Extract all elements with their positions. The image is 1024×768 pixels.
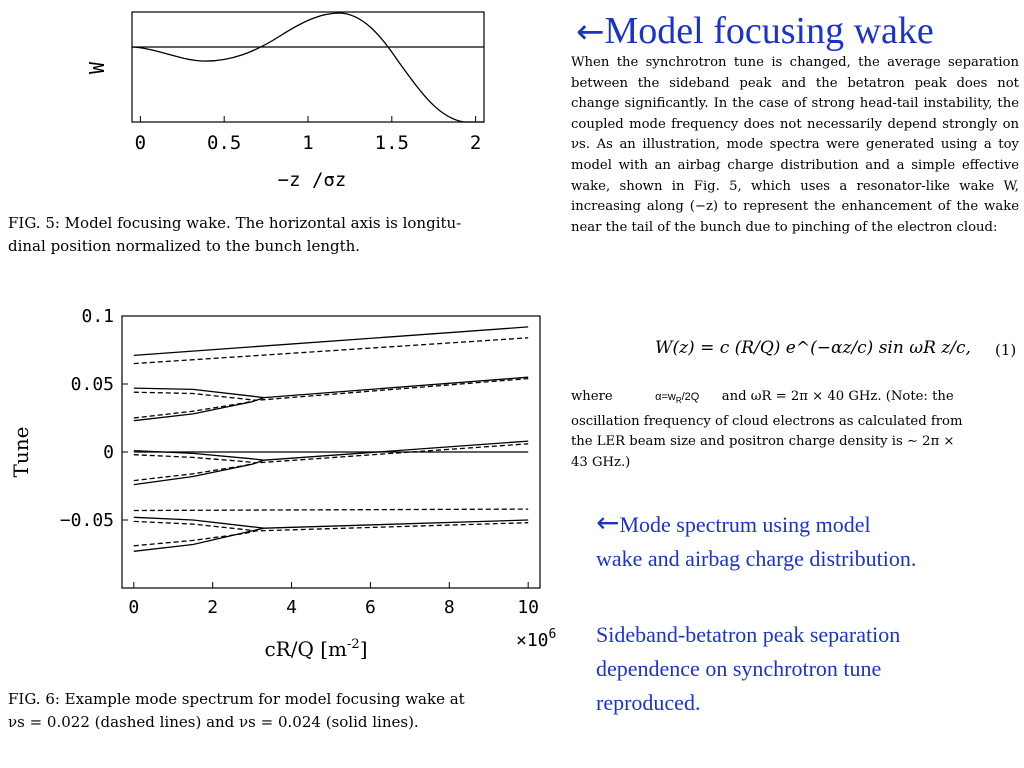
figure-6-x-multiplier: $\times 10^6$ [516,627,557,651]
figure-5 [80,6,500,196]
figure-6-x-tick-label: 2 [207,597,219,618]
figure-6-series-line-5 [134,392,256,400]
where-line-3: the LER beam size and positron charge density is ∼ 2π × [571,434,955,450]
body-paragraph: When the synchrotron tune is changed, the average separation between the sideband peak and the betatron peak does not change significantly. In the case of strong head-tail instability, the coupled mode frequency does not necessarily depend strongly on νs. As an illustration, mode spectra were generated using a toy model with an airbag charge distribution and a simple effective wake, shown in Fig. 5, which uses a resonator-like wake W, increasing along (−z) to represent the enhancement of the wake near the tail of the bunch due to pinching of the electron cloud: [571,55,1019,235]
figure-6-x-label: cR/Q $[m^{-2}]$ [264,637,368,661]
figure-6-y-ticks [60,306,128,531]
where-block [571,387,1019,474]
where-line-1 [571,387,1019,412]
figure-5-x-tick-label: 1.5 [374,132,409,154]
figure-6-caption-line-2: νs = 0.022 (dashed lines) and νs = 0.024 (solid lines). [8,713,419,731]
figure-6-series-line-12 [134,509,528,510]
title-text: Model focusing wake [604,10,934,52]
figure-6-series-line-10 [134,455,256,463]
note-1-line-2: wake and airbag charge distribution. [596,546,917,571]
figure-5-x-tick-label: 0.5 [207,132,242,154]
figure-6-y-tick-label: 0.05 [70,374,114,395]
where-word: where [571,389,613,404]
alpha-definition: $\alpha=w_R/2Q$ [655,391,700,406]
figure-5-x-tick-label: 1 [302,132,314,154]
left-arrow-icon: ← [576,12,605,52]
left-arrow-icon: ← [596,506,620,539]
note-mode-spectrum [596,506,916,576]
figure-6-y-tick-label: 0 [103,442,114,463]
figure-6-caption [8,688,583,734]
equation: W(z) = c (R/Q) e^(−αz/c) sin ωR z/c, [655,338,971,358]
figure-6-x-tick-label: 4 [286,597,297,618]
figure-6-series [134,327,528,551]
figure-5-wake-curve [132,13,484,122]
note-2-line-1: Sideband-betatron peak separation [596,622,901,647]
note-2-line-3: reproduced. [596,690,701,715]
figure-5-frame [132,12,484,122]
note-sideband-separation [596,618,900,720]
note-1-line-1: ←Mode spectrum using model [596,506,871,539]
figure-6-series-line-15 [134,521,256,531]
figure-6-caption-line-1: FIG. 6: Example mode spectrum for model focusing wake at [8,690,465,708]
figure-6-x-tick-label: 6 [365,597,376,618]
where-line-4: 43 GHz.) [571,454,631,470]
note-2-line-2: dependence on synchrotron tune [596,656,882,681]
figure-5-x-label: −z /σz [277,169,347,191]
figure-5-x-tick-label: 0 [134,132,147,154]
where-line-1-rest: and ωR = 2π × 40 GHz. (Note: the [721,389,954,404]
figure-6-plot [0,296,590,676]
figure-6-x-tick-label: 8 [443,597,455,618]
figure-6-series-line-11 [134,444,528,481]
figure-5-x-tick-label: 2 [469,132,482,154]
figure-5-plot [80,6,500,196]
where-line-2: oscillation frequency of cloud electrons as calculated from [571,413,963,429]
figure-6-y-tick-label: −0.05 [59,510,114,531]
figure-6-series-line-6 [134,379,528,418]
figure-6-y-tick-label: 0.1 [81,306,114,327]
figure-5-caption-line-2: dinal position normalized to the bunch length. [8,237,361,255]
equation-number: (1) [995,341,1017,359]
figure-6-x-tick-label: 10 [517,597,540,618]
figure-5-caption [8,212,568,258]
figure-6 [0,296,590,676]
figure-6-y-label: Tune [9,426,33,478]
figure-5-y-label: W [85,61,109,75]
slide-title [576,8,934,55]
figure-6-x-tick-label: 0 [128,597,140,618]
figure-5-caption-line-1: FIG. 5: Model focusing wake. The horizontal axis is longitu- [8,214,462,232]
figure-6-series-line-1 [134,327,528,356]
